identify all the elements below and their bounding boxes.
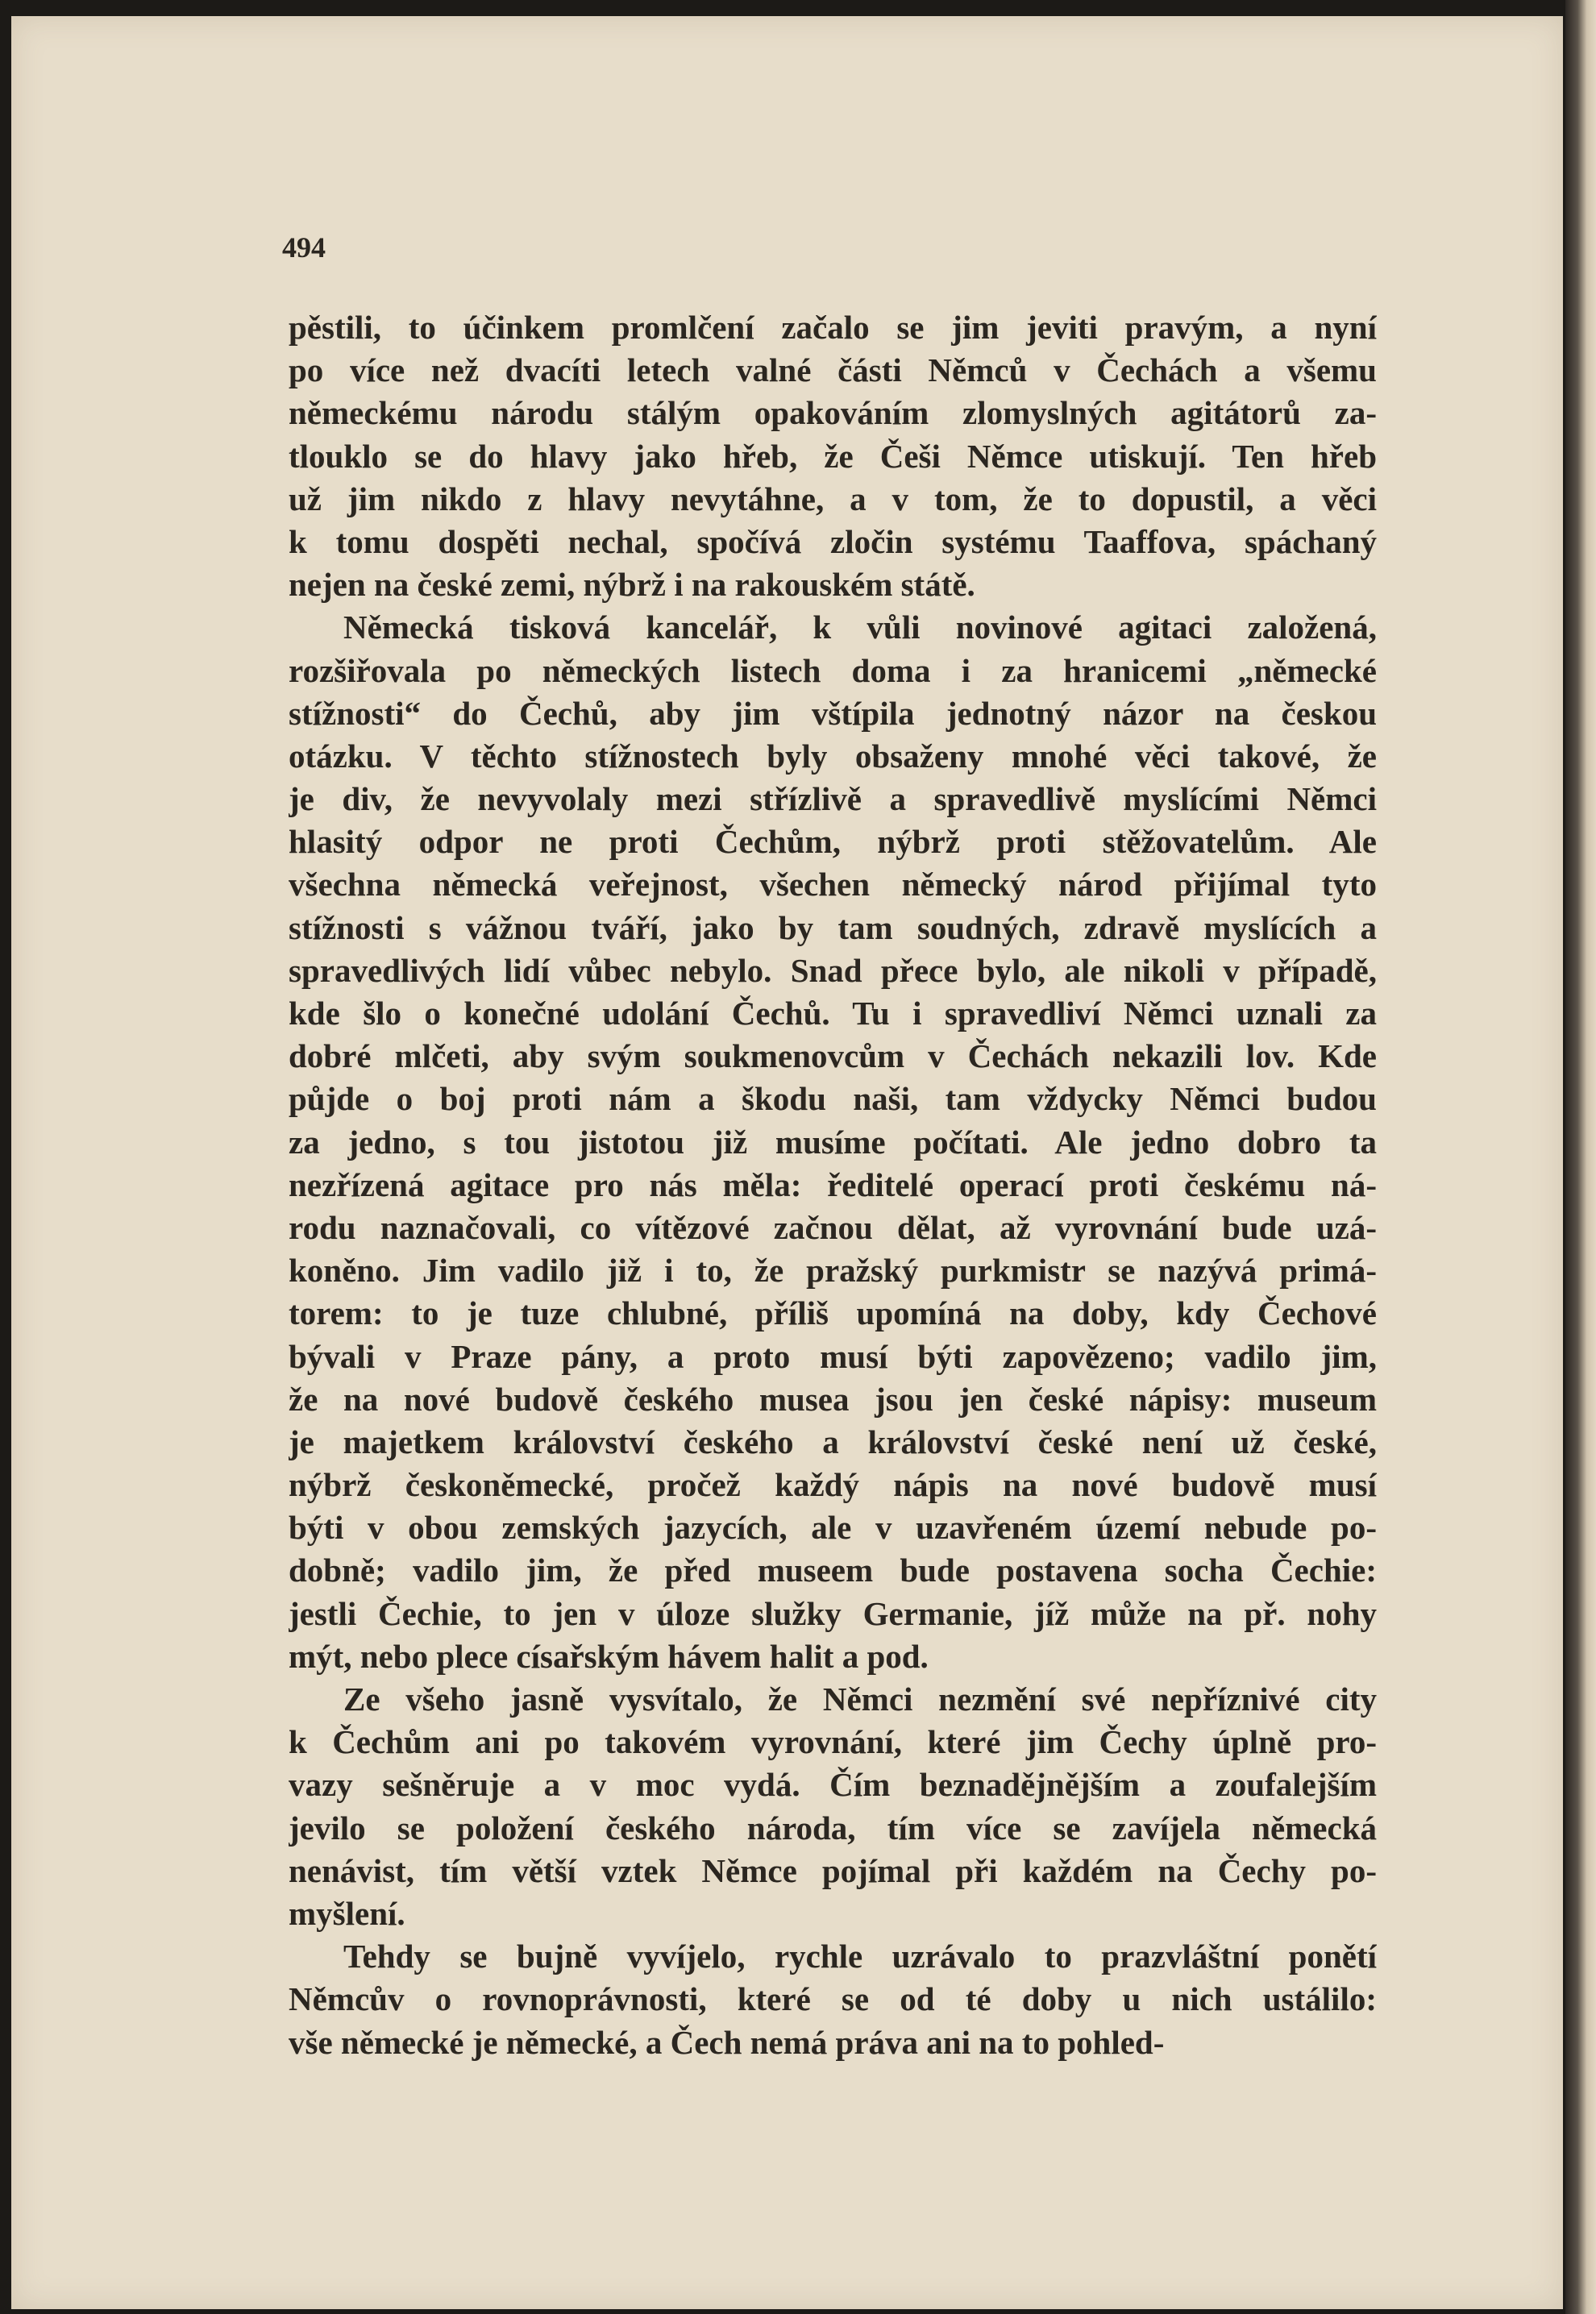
text-line: německému národu stálým opakováním zlomyslných agitátorů za-	[289, 394, 1377, 432]
text-line: dobně; vadilo jim, že před museem bude postavena socha Čechie:	[289, 1552, 1377, 1589]
paragraph	[289, 1935, 1377, 2064]
text-line: za jedno, s tou jistotou již musíme počítati. Ale jedno dobro ta	[289, 1123, 1377, 1161]
text-line: hlasitý odpor ne proti Čechům, nýbrž proti stěžovatelům. Ale	[289, 823, 1377, 861]
text-line: kde šlo o konečné udolání Čechů. Tu i spravedliví Němci uznali za	[289, 995, 1377, 1032]
text-line: nezřízená agitace pro nás měla: ředitelé operací proti českému ná-	[289, 1165, 1377, 1203]
paragraph	[289, 306, 1377, 606]
paragraph	[289, 606, 1377, 1678]
text-line: stížnosti“ do Čechů, aby jim vštípila jednotný názor na českou	[289, 694, 1377, 732]
text-line: Německá tisková kancelář, k vůli novinové agitaci založená,	[343, 609, 1377, 646]
text-line: otázku. V těchto stížnostech byly obsaženy mnohé věci takové, že	[289, 737, 1377, 775]
book-page	[11, 16, 1563, 2309]
text-line: všechna německá veřejnost, všechen německý národ přijímal tyto	[289, 866, 1377, 904]
text-line: jevilo se položení českého národa, tím více se zavíjela německá	[289, 1809, 1377, 1847]
text-line: koněno. Jim vadilo již i to, že pražský purkmistr se nazývá primá-	[289, 1252, 1377, 1290]
text-line: stížnosti s vážnou tváří, jako by tam soudných, zdravě myslících a	[289, 908, 1377, 946]
text-line: k Čechům ani po takovém vyrovnání, které jim Čechy úplně pro-	[289, 1723, 1377, 1761]
text-line: Němcův o rovnoprávnosti, které se od té doby u nich ustálilo:	[289, 1980, 1377, 2018]
paragraph	[289, 1678, 1377, 1935]
text-line: že na nové budově českého musea jsou jen české nápisy: museum	[289, 1380, 1377, 1418]
text-line: nenávist, tím větší vztek Němce pojímal při každém na Čechy po-	[289, 1851, 1377, 1889]
text-line: půjde o boj proti nám a škodu naši, tam vždycky Němci budou	[289, 1080, 1377, 1118]
text-line: dobré mlčeti, aby svým soukmenovcům v Čechách nekazili lov. Kde	[289, 1037, 1377, 1075]
text-line: je div, že nevyvolaly mezi střízlivě a spravedlivě myslícími Němci	[289, 780, 1377, 818]
text-line: myšlení.	[289, 1894, 405, 1932]
text-line: bývali v Praze pány, a proto musí býti zapovězeno; vadilo jim,	[289, 1337, 1377, 1375]
text-line: už jim nikdo z hlavy nevytáhne, a v tom, že to dopustil, a věci	[289, 480, 1377, 517]
text-line: pěstili, to účinkem promlčení začalo se jim jeviti pravým, a nyní	[289, 309, 1377, 346]
text-line: torem: to je tuze chlubné, příliš upomíná na doby, kdy Čechové	[289, 1294, 1377, 1332]
text-line: mýt, nebo plece císařským hávem halit a pod.	[289, 1637, 929, 1675]
text-line: spravedlivých lidí vůbec nebylo. Snad přece bylo, ale nikoli v případě,	[289, 951, 1377, 989]
body-text	[289, 306, 1377, 2064]
text-line: nejen na české zemi, nýbrž i na rakouském státě.	[289, 566, 975, 604]
text-line: nýbrž českoněmecké, pročež každý nápis na nové budově musí	[289, 1466, 1377, 1504]
text-line: rodu naznačovali, co vítězové začnou dělat, až vyrovnání bude uzá-	[289, 1208, 1377, 1246]
text-line: býti v obou zemských jazycích, ale v uzavřeném území nebude po-	[289, 1509, 1377, 1547]
text-line: k tomu dospěti nechal, spočívá zločin systému Taaffova, spáchaný	[289, 522, 1377, 560]
text-line: vše německé je německé, a Čech nemá práva ani na to pohled-	[289, 2023, 1165, 2061]
page-number: 494	[282, 231, 326, 264]
text-line: vazy sešněruje a v moc vydá. Čím beznadějnějším a zoufalejším	[289, 1766, 1377, 1804]
text-line: je majetkem království českého a království české není už české,	[289, 1423, 1377, 1460]
text-line: Tehdy se bujně vyvíjelo, rychle uzrávalo to prazvláštní ponětí	[343, 1938, 1377, 1975]
text-line: rozšiřovala po německých listech doma i za hranicemi „německé	[289, 651, 1377, 689]
text-line: tlouklo se do hlavy jako hřeb, že Češi Němce utiskují. Ten hřeb	[289, 437, 1377, 475]
next-page-edge	[1565, 0, 1596, 2314]
text-line: jestli Čechie, to jen v úloze služky Germanie, jíž může na př. nohy	[289, 1594, 1377, 1632]
text-line: Ze všeho jasně vysvítalo, že Němci nezmění své nepříznivé city	[343, 1680, 1377, 1718]
text-line: po více než dvacíti letech valné části Němců v Čechách a všemu	[289, 351, 1377, 389]
